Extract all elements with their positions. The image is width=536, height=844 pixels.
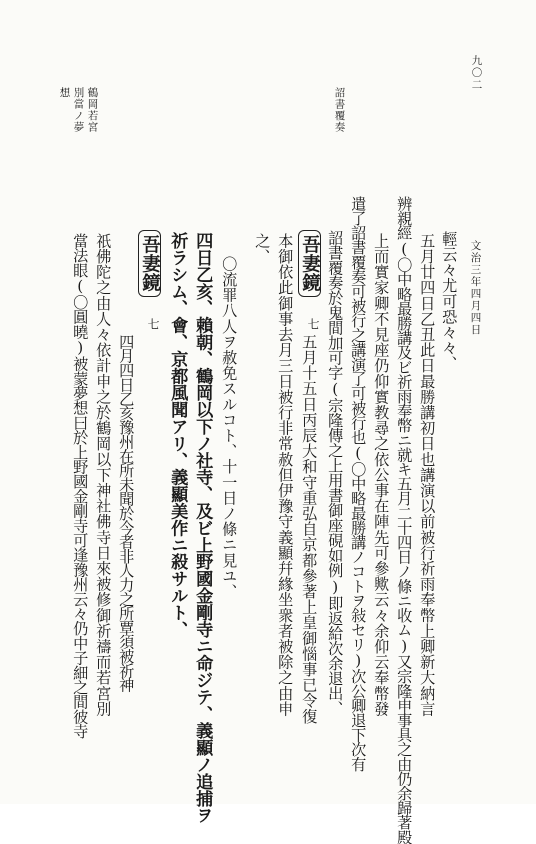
running-date-title: 文治三年四月四日 bbox=[469, 240, 482, 336]
text-column-heading-1: 四日乙亥、賴朝、鶴岡以下ノ社寺、及ビ上野國金剛寺ニ命ジテ、義顯ノ追捕ヲ bbox=[192, 232, 213, 824]
text-column-6: 詔書覆奏於鬼間加可字(宗隆傳之上用書御座硯如例)即返給次余退出、 bbox=[326, 230, 345, 716]
margin-note-dream: 別當ノ夢 bbox=[72, 87, 85, 133]
volume-number-2: 七 bbox=[146, 318, 160, 331]
text-column-10: 四月四日乙亥豫州在所未聞於今者非人力之所覃須被祈神 bbox=[117, 334, 136, 692]
text-column-1: 輕云々尤可恐々々、 bbox=[440, 231, 459, 372]
text-column-3: 辨親經(〇中略最勝講及ビ祈雨奉幣ニ就キ五月二十四日ノ條ニ收ム)又宗隆申事具之由仍余歸著殿 bbox=[395, 196, 414, 844]
source-heading-azumakagami-1: 吾妻鏡 bbox=[298, 230, 321, 297]
margin-note-thought: 想 bbox=[58, 87, 71, 99]
text-column-12: 當法眼(〇圓曉)被蒙夢想曰於上野國金剛寺可逢豫州云々仍中子細之間彼寺 bbox=[71, 233, 90, 739]
page-number: 九〇二 bbox=[470, 55, 483, 91]
note-column-amnesty: 〇流罪八人ヲ赦免スルコト、十一日ノ條ニ見ユ、 bbox=[220, 256, 239, 600]
text-column-heading-2: 祈ラシム、會、京都風聞アリ、義顯美作ニ殺サルト、 bbox=[167, 232, 188, 638]
text-column-2: 五月廿四日乙丑此日最勝講初日也講演以前被行祈雨奉幣上卿新大納言 bbox=[418, 233, 437, 717]
text-column-8: 本御依此御事去月三日被行非常赦但伊豫守義顯幷緣坐衆者被除之由申 bbox=[276, 233, 295, 717]
volume-number-1: 七 bbox=[306, 318, 320, 331]
text-column-7: 五月十五日丙辰大和守重弘自京都參著上皇御惱事已令復 bbox=[300, 334, 319, 724]
text-column-11: 祇佛陀之由人々依計申之於鶴岡以下神社佛寺日來被修御祈禱而若宮別 bbox=[94, 233, 113, 717]
text-column-5: 遣了詔書覆奏可被行之講演了可被行也(〇中略最勝講ノコトヲ敍セリ)次公卿退下次有 bbox=[349, 196, 368, 772]
margin-note-shrine: 鶴岡若宮 bbox=[86, 87, 99, 133]
text-column-4: 上而實家卿不見座仍仰實教尋之依公事在陣先可參歟云々余仰云奉幣發 bbox=[372, 233, 391, 717]
source-heading-azumakagami-2: 吾妻鏡 bbox=[138, 230, 161, 297]
text-column-9: 之、 bbox=[253, 233, 272, 265]
margin-note-edict: 詔書覆奏 bbox=[333, 87, 346, 133]
